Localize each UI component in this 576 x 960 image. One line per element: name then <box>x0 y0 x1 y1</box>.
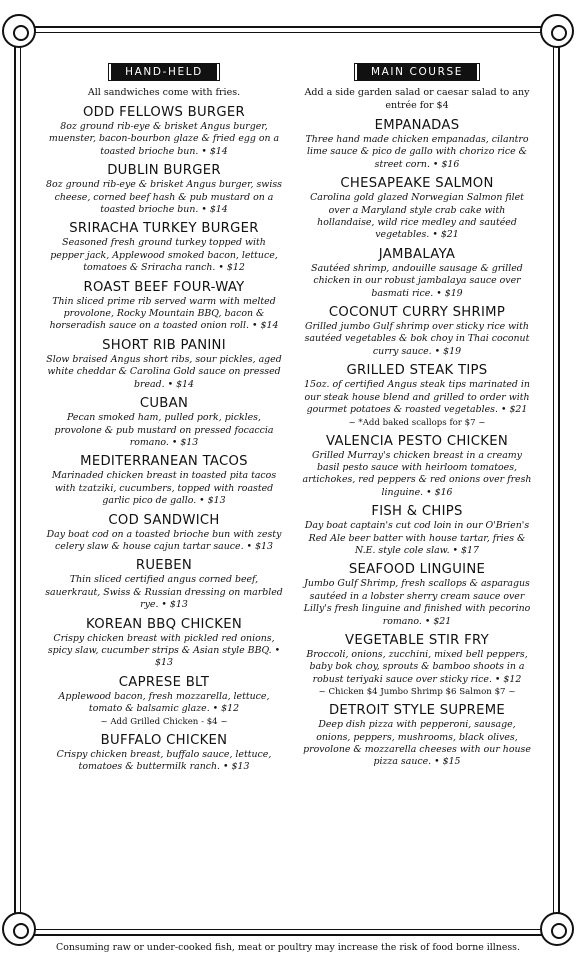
menu-item-name: CHESAPEAKE SALMON <box>340 176 494 192</box>
menu-item <box>302 363 532 428</box>
menu-item-name: ROAST BEEF FOUR-WAY <box>83 279 245 295</box>
menu-item-description: Broccoli, onions, zucchini, mixed bell peppers, baby bok choy, sprouts & bamboo shoots in a robust teriyaki sauce over sticky rice. • $12 <box>306 648 528 685</box>
menu-item-addon: ~ *Add baked scallops for $7 ~ <box>348 417 486 428</box>
menu-item-description: Jumbo Gulf Shrimp, fresh scallops & asparagus sautéed in a lobster sherry cream sauce over Lilly's fresh linguine and finished with pecorino romano. • $21 <box>303 578 531 627</box>
section-note: All sandwiches come with fries. <box>87 87 241 98</box>
menu-item-name: CAPRESE BLT <box>118 674 210 690</box>
section-title: HAND-HELD <box>109 64 219 80</box>
main-course-section <box>302 60 532 774</box>
menu-item-name: KOREAN BBQ CHICKEN <box>85 616 242 632</box>
menu-item <box>302 305 532 358</box>
menu-item <box>44 617 284 670</box>
hand-held-items <box>44 105 284 773</box>
menu-item-name: RUEBEN <box>135 558 193 574</box>
menu-item-addon: ~ Chicken $4 Jumbo Shrimp $6 Salmon $7 ~ <box>318 687 516 698</box>
menu-item-name: SHORT RIB PANINI <box>102 337 226 353</box>
menu-item-name: BUFFALO CHICKEN <box>100 732 228 748</box>
corner-ornament-icon <box>540 912 574 946</box>
menu-item-name: DUBLIN BURGER <box>107 163 221 179</box>
menu-item <box>44 675 284 728</box>
corner-ornament-icon <box>2 912 36 946</box>
menu-item <box>44 280 284 333</box>
hand-held-section <box>44 60 284 778</box>
menu-item-name: EMPANADAS <box>374 118 460 133</box>
main-course-items <box>302 118 532 769</box>
menu-item-name: SEAFOOD LINGUINE <box>348 562 486 578</box>
menu-item-description: 8oz ground rib-eye & brisket Angus burger, swiss cheese, corned beef hash & pub mustard on a toasted brioche bun. • $14 <box>46 179 282 216</box>
menu-item-description: Slow braised Angus short ribs, sour pickles, aged white cheddar & Carolina Gold sauce on pressed bread. • $14 <box>46 353 282 390</box>
menu-item <box>302 118 532 171</box>
menu-item <box>44 163 284 216</box>
menu-item-description: Deep dish pizza with pepperoni, sausage, onions, peppers, mushrooms, black olives, provolone & mozzarella cheeses with our house pizza sauce. • $15 <box>303 719 531 768</box>
menu-item-description: Day boat captain's cut cod loin in our O'Brien's Red Ale beer batter with house tartar, fries & N.E. style cole slaw. • $17 <box>304 520 530 556</box>
menu-item <box>302 504 532 557</box>
menu-item <box>302 434 532 500</box>
menu-item-name: VALENCIA PESTO CHICKEN <box>325 433 508 449</box>
menu-item <box>44 105 284 158</box>
menu-item-name: ODD FELLOWS BURGER <box>83 105 245 120</box>
menu-item-addon: ~ Add Grilled Chicken - $4 ~ <box>100 716 228 727</box>
menu-item-description: Day boat cod on a toasted brioche bun with zesty celery slaw & house cajun tartar sauce. • $13 <box>46 528 282 552</box>
corner-ornament-icon <box>2 14 36 48</box>
menu-item-description: Seasoned fresh ground turkey topped with pepper jack, Applewood smoked bacon, lettuce, tomatoes & Sriracha ranch. • $12 <box>50 237 278 274</box>
menu-item <box>302 247 532 300</box>
section-title: MAIN COURSE <box>355 64 479 80</box>
menu-item <box>44 396 284 449</box>
menu-item <box>44 733 284 774</box>
menu-item-name: COD SANDWICH <box>108 512 220 528</box>
menu-item-description: Crispy chicken breast, buffalo sauce, lettuce, tomatoes & buttermilk ranch. • $13 <box>56 748 272 772</box>
section-note: Add a side garden salad or caesar salad to any entrée for $4 <box>304 87 530 111</box>
menu-item <box>44 221 284 274</box>
menu-item <box>302 562 532 628</box>
menu-item <box>44 513 284 554</box>
menu-item-description: Three hand made chicken empanadas, cilantro lime sauce & pico de gallo with chorizo rice & street corn. • $16 <box>305 134 529 170</box>
menu-item-name: VEGETABLE STIR FRY <box>345 632 489 648</box>
menu-item-name: COCONUT CURRY SHRIMP <box>328 305 506 321</box>
menu-item-description: 8oz ground rib-eye & brisket Angus burger, muenster, bacon-bourbon glaze & fried egg on a toasted brioche bun. • $14 <box>48 121 280 157</box>
menu-item-name: DETROIT STYLE SUPREME <box>328 703 506 719</box>
menu-item-name: CUBAN <box>139 396 189 412</box>
menu-item-name: JAMBALAYA <box>378 246 456 262</box>
corner-ornament-icon <box>540 14 574 48</box>
menu-item <box>44 558 284 611</box>
menu-item-description: Thin sliced prime rib served warm with melted provolone, Rocky Mountain BBQ, bacon & horseradish sauce on a toasted onion roll. • $14 <box>49 295 279 332</box>
menu-item <box>302 633 532 698</box>
menu-item-description: Pecan smoked ham, pulled pork, pickles, provolone & pub mustard on pressed focaccia romano. • $13 <box>54 412 274 448</box>
menu-item <box>302 176 532 242</box>
menu-item-description: Grilled jumbo Gulf shrimp over sticky rice with sautéed vegetables & bok choy in Thai coconut curry sauce. • $19 <box>304 321 530 357</box>
menu-item-description: Grilled Murray's chicken breast in a creamy basil pesto sauce with heirloom tomatoes, artichokes, red peppers & red onions over fresh linguine. • $16 <box>302 449 532 498</box>
food-safety-disclaimer: Consuming raw or under-cooked fish, meat or poultry may increase the risk of food borne illness. <box>56 942 520 953</box>
menu-item <box>44 454 284 507</box>
menu-item-description: Thin sliced certified angus corned beef, sauerkraut, Swiss & Russian dressing on marbled rye. • $13 <box>45 574 283 611</box>
menu-item <box>302 703 532 769</box>
menu-item-description: Crispy chicken breast with pickled red onions, spicy slaw, cucumber strips & Asian style BBQ. • $13 <box>47 632 281 669</box>
menu-item-name: SRIRACHA TURKEY BURGER <box>69 221 259 237</box>
menu-item <box>44 338 284 391</box>
menu-item-description: Sautéed shrimp, andouille sausage & grilled chicken in our robust jambalaya sauce over basmati rice. • $19 <box>311 262 523 299</box>
menu-item-description: Marinaded chicken breast in toasted pita tacos with tzatziki, cucumbers, topped with roasted garlic pico de gallo. • $13 <box>51 470 277 507</box>
menu-item-description: Applewood bacon, fresh mozzarella, lettuce, tomato & balsamic glaze. • $12 <box>58 690 270 715</box>
menu-item-description: 15oz. of certified Angus steak tips marinated in our steak house blend and grilled to order with gourmet potatoes & roasted vegetables. • $21 <box>304 379 530 416</box>
menu-item-description: Carolina gold glazed Norwegian Salmon filet over a Maryland style crab cake with hollandaise, wild rice medley and sautéed vegetables. • $21 <box>310 192 524 241</box>
menu-item-name: FISH & CHIPS <box>371 504 463 520</box>
menu-item-name: GRILLED STEAK TIPS <box>346 363 488 379</box>
menu-item-name: MEDITERRANEAN TACOS <box>80 454 248 470</box>
